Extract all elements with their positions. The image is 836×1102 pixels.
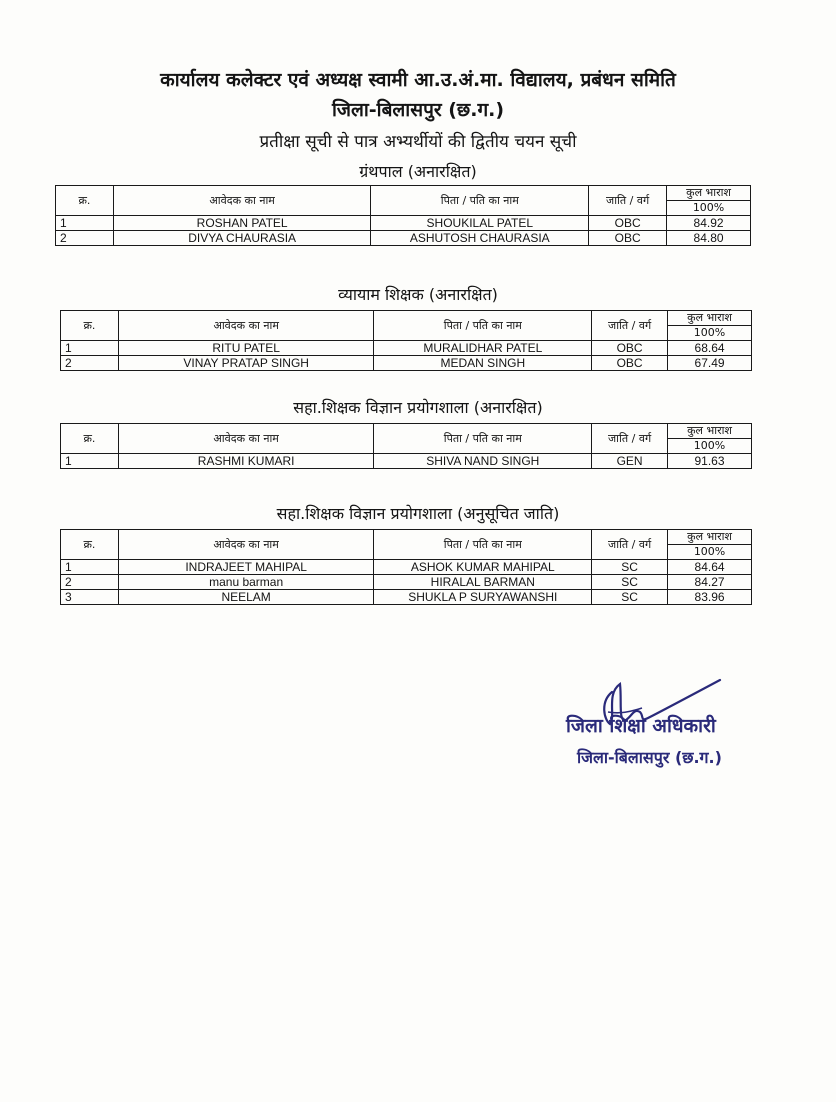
section-title: ग्रंथपाल (अनारक्षित) (359, 162, 477, 181)
row-caste: OBC (592, 341, 668, 356)
header-sno: क्र. (56, 186, 114, 216)
row-caste: GEN (592, 454, 668, 469)
header-caste: जाति / वर्ग (592, 530, 668, 560)
row-name: VINAY PRATAP SINGH (118, 356, 374, 371)
selection-table (60, 310, 752, 371)
header-total-weight: कुल भाराश (668, 530, 752, 545)
header-total-weight: कुल भाराश (668, 311, 752, 326)
table-row (56, 231, 751, 246)
header-percent: 100% (668, 439, 752, 454)
header-name: आवेदक का नाम (118, 424, 374, 454)
row-father: MEDAN SINGH (374, 356, 592, 371)
header-father: पिता / पति का नाम (371, 186, 589, 216)
row-score: 68.64 (668, 341, 752, 356)
row-caste: OBC (589, 231, 667, 246)
header-percent: 100% (668, 326, 752, 341)
row-name: RITU PATEL (118, 341, 374, 356)
header-sno: क्र. (61, 311, 119, 341)
district-title: जिला-बिलासपुर (छ.ग.) (331, 99, 505, 121)
section-title: व्यायाम शिक्षक (अनारक्षित) (338, 285, 498, 304)
row-father: HIRALAL BARMAN (374, 575, 592, 590)
row-sno: 1 (61, 454, 119, 469)
row-name: NEELAM (118, 590, 374, 605)
row-sno: 1 (61, 560, 119, 575)
row-caste: OBC (589, 216, 667, 231)
row-caste: SC (592, 575, 668, 590)
header-caste: जाति / वर्ग (592, 311, 668, 341)
header-total-weight: कुल भाराश (667, 186, 751, 201)
header-father: पिता / पति का नाम (374, 530, 592, 560)
header-total-weight: कुल भाराश (668, 424, 752, 439)
selection-table (60, 423, 752, 469)
row-caste: OBC (592, 356, 668, 371)
header-sno: क्र. (61, 424, 119, 454)
row-father: SHIVA NAND SINGH (374, 454, 592, 469)
header-percent: 100% (668, 545, 752, 560)
table-row (61, 560, 752, 575)
office-title: कार्यालय कलेक्टर एवं अध्यक्ष स्वामी आ.उ.अं.मा. विद्यालय, प्रबंधन समिति (160, 69, 676, 91)
header-name: आवेदक का नाम (118, 311, 374, 341)
header-caste: जाति / वर्ग (589, 186, 667, 216)
signature-district: जिला-बिलासपुर (छ.ग.) (577, 748, 722, 767)
section-title: सहा.शिक्षक विज्ञान प्रयोगशाला (अनुसूचित जाति) (276, 504, 560, 523)
header-sno: क्र. (61, 530, 119, 560)
row-name: ROSHAN PATEL (113, 216, 371, 231)
row-score: 84.80 (667, 231, 751, 246)
row-father: ASHUTOSH CHAURASIA (371, 231, 589, 246)
table-row (61, 454, 752, 469)
row-score: 83.96 (668, 590, 752, 605)
row-sno: 1 (56, 216, 114, 231)
list-title: प्रतीक्षा सूची से पात्र अभ्यर्थीयों की द्वितीय चयन सूची (259, 132, 577, 152)
row-score: 84.92 (667, 216, 751, 231)
header-percent: 100% (667, 201, 751, 216)
row-father: SHUKLA P SURYAWANSHI (374, 590, 592, 605)
row-score: 91.63 (668, 454, 752, 469)
table-row (61, 341, 752, 356)
row-father: SHOUKILAL PATEL (371, 216, 589, 231)
row-name: manu barman (118, 575, 374, 590)
table-row (56, 216, 751, 231)
row-sno: 2 (61, 356, 119, 371)
header-name: आवेदक का नाम (113, 186, 371, 216)
selection-table (55, 185, 751, 246)
table-row (61, 356, 752, 371)
row-name: INDRAJEET MAHIPAL (118, 560, 374, 575)
row-sno: 1 (61, 341, 119, 356)
row-name: RASHMI KUMARI (118, 454, 374, 469)
row-caste: SC (592, 590, 668, 605)
header-father: पिता / पति का नाम (374, 424, 592, 454)
row-sno: 3 (61, 590, 119, 605)
selection-table (60, 529, 752, 605)
header-caste: जाति / वर्ग (592, 424, 668, 454)
row-score: 67.49 (668, 356, 752, 371)
header-name: आवेदक का नाम (118, 530, 374, 560)
row-sno: 2 (61, 575, 119, 590)
section-title: सहा.शिक्षक विज्ञान प्रयोगशाला (अनारक्षित) (293, 398, 543, 417)
signature-designation: जिला शिक्षा अधिकारी (566, 715, 716, 737)
row-score: 84.64 (668, 560, 752, 575)
table-row (61, 590, 752, 605)
row-name: DIVYA CHAURASIA (113, 231, 371, 246)
row-father: ASHOK KUMAR MAHIPAL (374, 560, 592, 575)
row-score: 84.27 (668, 575, 752, 590)
row-sno: 2 (56, 231, 114, 246)
table-row (61, 575, 752, 590)
header-father: पिता / पति का नाम (374, 311, 592, 341)
row-caste: SC (592, 560, 668, 575)
row-father: MURALIDHAR PATEL (374, 341, 592, 356)
